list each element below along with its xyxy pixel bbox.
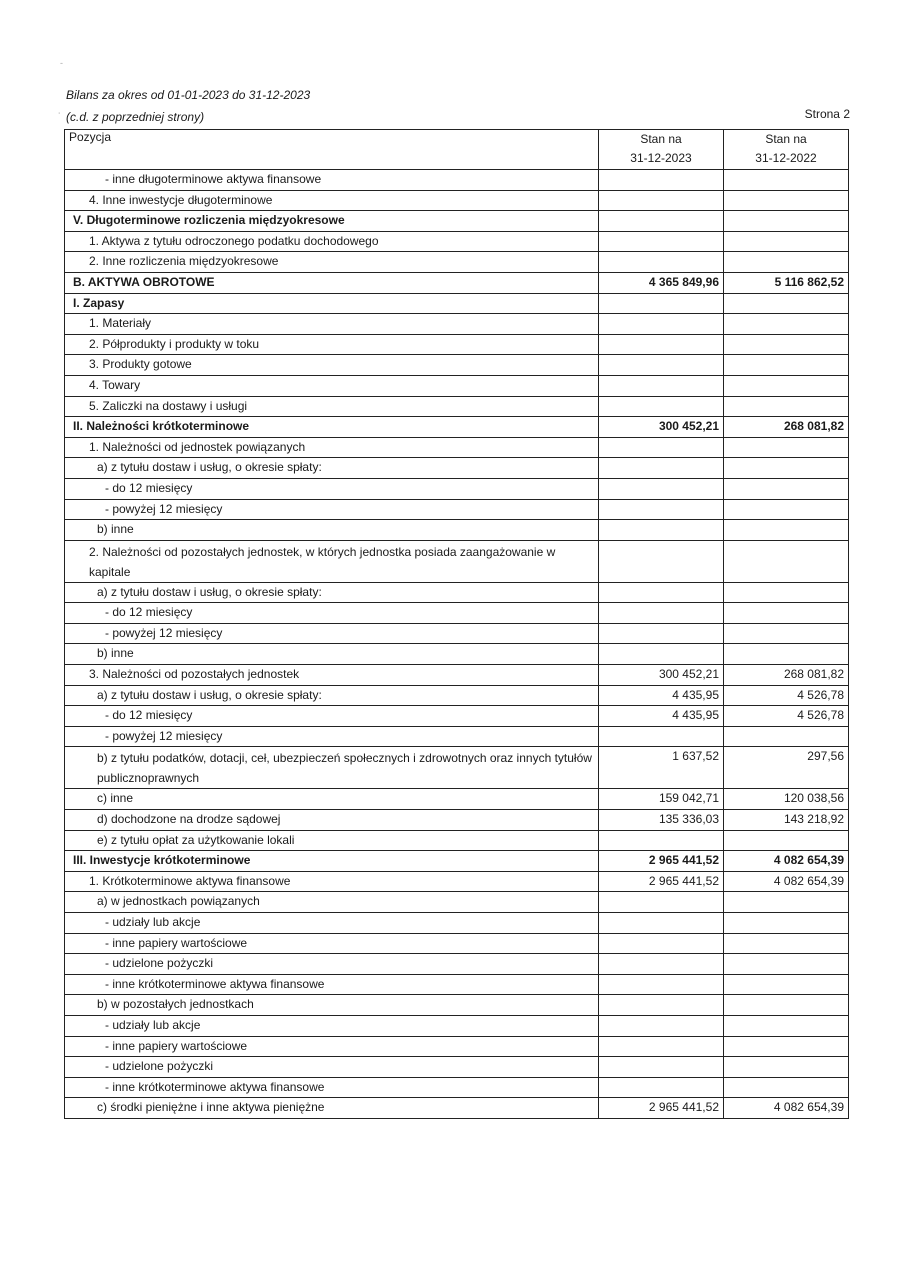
column-header-2023 (599, 130, 724, 170)
value-2022 (724, 520, 849, 541)
column-header-2023-line1: Stan na (640, 132, 682, 146)
table-row (65, 375, 849, 396)
value-2023 (599, 375, 724, 396)
value-2022: 4 526,78 (724, 706, 849, 727)
table-row (65, 871, 849, 892)
value-2023: 2 965 441,52 (599, 1098, 724, 1119)
table-row (65, 954, 849, 975)
row-label: b) inne (65, 520, 599, 541)
value-2022 (724, 954, 849, 975)
value-2022 (724, 314, 849, 335)
table-row (65, 913, 849, 934)
table-row (65, 830, 849, 851)
table-row (65, 685, 849, 706)
table-row (65, 706, 849, 727)
table-row (65, 892, 849, 913)
row-label: - do 12 miesięcy (65, 478, 599, 499)
value-2023: 159 042,71 (599, 789, 724, 810)
row-label: 1. Materiały (65, 314, 599, 335)
value-2023 (599, 1077, 724, 1098)
value-2022 (724, 334, 849, 355)
table-row (65, 478, 849, 499)
value-2022 (724, 437, 849, 458)
scan-speck: - (60, 58, 63, 68)
value-2022 (724, 726, 849, 747)
column-header-2022 (724, 130, 849, 170)
row-label: - udziały lub akcje (65, 913, 599, 934)
row-label: 2. Półprodukty i produkty w toku (65, 334, 599, 355)
value-2023: 4 435,95 (599, 685, 724, 706)
value-2022: 268 081,82 (724, 665, 849, 686)
row-label: II. Należności krótkoterminowe (65, 417, 599, 438)
value-2022: 268 081,82 (724, 417, 849, 438)
value-2022: 4 526,78 (724, 685, 849, 706)
table-row (65, 623, 849, 644)
value-2023 (599, 582, 724, 603)
row-label: 2. Inne rozliczenia międzyokresowe (65, 252, 599, 273)
row-label: - do 12 miesięcy (65, 706, 599, 727)
value-2022 (724, 211, 849, 232)
row-label: III. Inwestycje krótkoterminowe (65, 851, 599, 872)
row-label: - inne krótkoterminowe aktywa finansowe (65, 1077, 599, 1098)
value-2022 (724, 170, 849, 191)
value-2023 (599, 726, 724, 747)
value-2023 (599, 293, 724, 314)
table-row (65, 211, 849, 232)
row-label: b) w pozostałych jednostkach (65, 995, 599, 1016)
value-2023 (599, 520, 724, 541)
value-2022 (724, 623, 849, 644)
value-2022: 4 082 654,39 (724, 851, 849, 872)
value-2023 (599, 954, 724, 975)
value-2023: 2 965 441,52 (599, 871, 724, 892)
value-2022 (724, 1036, 849, 1057)
row-label: 1. Aktywa z tytułu odroczonego podatku dochodowego (65, 231, 599, 252)
value-2022 (724, 190, 849, 211)
value-2023 (599, 623, 724, 644)
row-label: - inne papiery wartościowe (65, 1036, 599, 1057)
value-2022 (724, 293, 849, 314)
table-row (65, 747, 849, 789)
row-label: - inne krótkoterminowe aktywa finansowe (65, 974, 599, 995)
value-2023 (599, 334, 724, 355)
table-row (65, 540, 849, 582)
column-header-2022-line1: Stan na (765, 132, 807, 146)
value-2022: 4 082 654,39 (724, 1098, 849, 1119)
value-2022: 4 082 654,39 (724, 871, 849, 892)
table-row (65, 1015, 849, 1036)
value-2023 (599, 314, 724, 335)
table-row (65, 1036, 849, 1057)
row-label: - udzielone pożyczki (65, 1057, 599, 1078)
table-row (65, 933, 849, 954)
row-label: b) inne (65, 644, 599, 665)
value-2022 (724, 644, 849, 665)
page-number: Strona 2 (804, 107, 850, 121)
value-2022 (724, 458, 849, 479)
row-label: e) z tytułu opłat za użytkowanie lokali (65, 830, 599, 851)
row-label: V. Długoterminowe rozliczenia międzyokresowe (65, 211, 599, 232)
value-2023 (599, 540, 724, 582)
table-row (65, 396, 849, 417)
value-2022 (724, 252, 849, 273)
value-2022: 5 116 862,52 (724, 272, 849, 293)
row-label: 1. Należności od jednostek powiązanych (65, 437, 599, 458)
value-2023 (599, 437, 724, 458)
table-row (65, 417, 849, 438)
value-2023 (599, 396, 724, 417)
row-label: - udziały lub akcje (65, 1015, 599, 1036)
column-header-2023-line2: 31-12-2023 (630, 151, 692, 165)
value-2023 (599, 355, 724, 376)
table-row (65, 1077, 849, 1098)
table-row (65, 190, 849, 211)
value-2023: 4 435,95 (599, 706, 724, 727)
row-label: - do 12 miesięcy (65, 603, 599, 624)
value-2023: 300 452,21 (599, 665, 724, 686)
row-label: 1. Krótkoterminowe aktywa finansowe (65, 871, 599, 892)
row-label: a) z tytułu dostaw i usług, o okresie spłaty: (65, 685, 599, 706)
value-2023 (599, 458, 724, 479)
row-label: B. AKTYWA OBROTOWE (65, 272, 599, 293)
value-2023: 135 336,03 (599, 810, 724, 831)
row-label: - powyżej 12 miesięcy (65, 623, 599, 644)
value-2022 (724, 1057, 849, 1078)
value-2022 (724, 499, 849, 520)
continuation-note: (c.d. z poprzedniej strony) (66, 110, 205, 124)
value-2022: 143 218,92 (724, 810, 849, 831)
table-row (65, 644, 849, 665)
table-row (65, 520, 849, 541)
value-2023 (599, 603, 724, 624)
balance-sheet-table (64, 129, 849, 1119)
column-header-position: Pozycja (65, 130, 599, 170)
value-2022: 297,56 (724, 747, 849, 789)
value-2023 (599, 644, 724, 665)
table-row (65, 726, 849, 747)
table-row (65, 293, 849, 314)
table-row (65, 458, 849, 479)
value-2022: 120 038,56 (724, 789, 849, 810)
value-2022 (724, 540, 849, 582)
table-row (65, 582, 849, 603)
value-2022 (724, 892, 849, 913)
row-label: d) dochodzone na drodze sądowej (65, 810, 599, 831)
value-2022 (724, 355, 849, 376)
value-2023 (599, 933, 724, 954)
table-row (65, 252, 849, 273)
value-2023 (599, 478, 724, 499)
table-row (65, 851, 849, 872)
value-2022 (724, 974, 849, 995)
row-label: c) środki pieniężne i inne aktywa pieniężne (65, 1098, 599, 1119)
value-2023 (599, 1036, 724, 1057)
table-row (65, 437, 849, 458)
value-2022 (724, 830, 849, 851)
value-2022 (724, 913, 849, 934)
table-row (65, 974, 849, 995)
scan-speck: ˙ (58, 112, 62, 123)
row-label: a) z tytułu dostaw i usług, o okresie spłaty: (65, 582, 599, 603)
row-label: - udzielone pożyczki (65, 954, 599, 975)
value-2022 (724, 375, 849, 396)
value-2023 (599, 1015, 724, 1036)
value-2023 (599, 231, 724, 252)
value-2023: 1 637,52 (599, 747, 724, 789)
value-2022 (724, 231, 849, 252)
value-2022 (724, 603, 849, 624)
table-header-row (65, 130, 849, 170)
document-title: Bilans za okres od 01-01-2023 do 31-12-2023 (66, 88, 311, 102)
row-label: 4. Inne inwestycje długoterminowe (65, 190, 599, 211)
value-2022 (724, 1015, 849, 1036)
row-label: 3. Produkty gotowe (65, 355, 599, 376)
row-label: b) z tytułu podatków, dotacji, ceł, ubezpieczeń społecznych i zdrowotnych oraz innych tytułów publicznoprawnych (65, 747, 599, 789)
value-2023 (599, 211, 724, 232)
value-2023 (599, 170, 724, 191)
value-2023 (599, 892, 724, 913)
value-2023: 300 452,21 (599, 417, 724, 438)
value-2023 (599, 830, 724, 851)
row-label: - powyżej 12 miesięcy (65, 499, 599, 520)
table-row (65, 995, 849, 1016)
table-row (65, 334, 849, 355)
table-row (65, 499, 849, 520)
row-label: c) inne (65, 789, 599, 810)
table-row (65, 272, 849, 293)
table-row (65, 810, 849, 831)
value-2023 (599, 995, 724, 1016)
table-row (65, 231, 849, 252)
value-2022 (724, 396, 849, 417)
value-2022 (724, 1077, 849, 1098)
row-label: a) w jednostkach powiązanych (65, 892, 599, 913)
column-header-2022-line2: 31-12-2022 (755, 151, 817, 165)
row-label: a) z tytułu dostaw i usług, o okresie spłaty: (65, 458, 599, 479)
row-label: - inne długoterminowe aktywa finansowe (65, 170, 599, 191)
table-row (65, 170, 849, 191)
value-2023: 4 365 849,96 (599, 272, 724, 293)
table-row (65, 314, 849, 335)
row-label: I. Zapasy (65, 293, 599, 314)
table-row (65, 1098, 849, 1119)
value-2023 (599, 499, 724, 520)
value-2023 (599, 1057, 724, 1078)
value-2022 (724, 933, 849, 954)
value-2023 (599, 913, 724, 934)
value-2023: 2 965 441,52 (599, 851, 724, 872)
row-label: 5. Zaliczki na dostawy i usługi (65, 396, 599, 417)
row-label: 2. Należności od pozostałych jednostek, w których jednostka posiada zaangażowanie w kapitale (65, 540, 599, 582)
value-2022 (724, 995, 849, 1016)
value-2022 (724, 582, 849, 603)
row-label: - powyżej 12 miesięcy (65, 726, 599, 747)
value-2023 (599, 974, 724, 995)
row-label: 4. Towary (65, 375, 599, 396)
table-row (65, 789, 849, 810)
value-2023 (599, 190, 724, 211)
table-row (65, 603, 849, 624)
table-row (65, 355, 849, 376)
value-2023 (599, 252, 724, 273)
table-row (65, 665, 849, 686)
row-label: - inne papiery wartościowe (65, 933, 599, 954)
table-row (65, 1057, 849, 1078)
row-label: 3. Należności od pozostałych jednostek (65, 665, 599, 686)
value-2022 (724, 478, 849, 499)
